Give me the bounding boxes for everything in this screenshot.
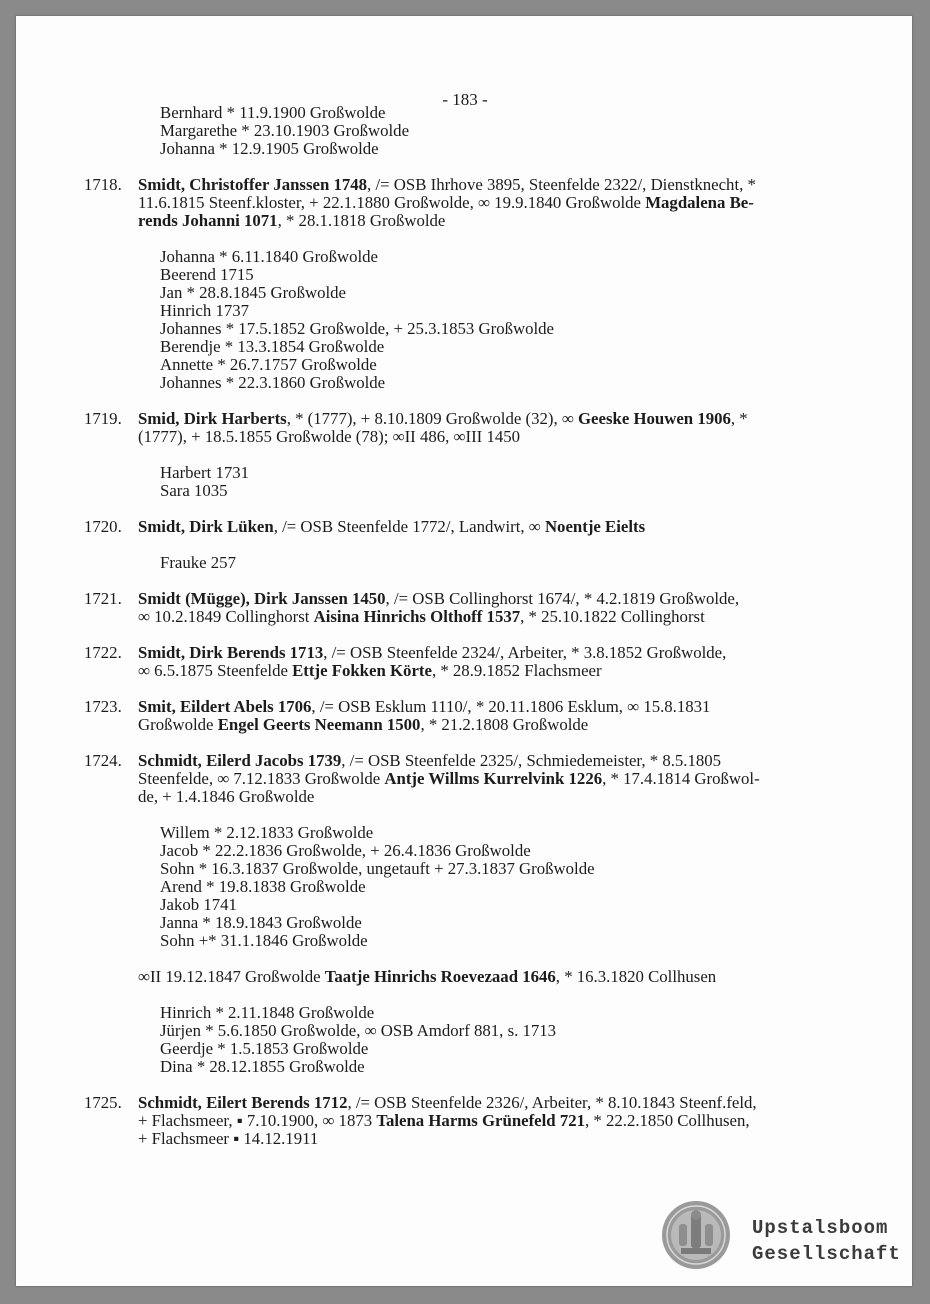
entry-text-line [160,302,249,320]
entry-text-line [160,356,377,374]
entry-text-line [160,914,362,932]
person-name: Ettje Fokken Körte [292,661,432,680]
brand-line-2: Gesellschaft [752,1243,901,1265]
person-name: Aisina Hinrichs Olthoff 1537 [313,607,521,626]
entry-text-line [160,140,379,158]
text-run: Jan * 28.8.1845 Großwolde [160,283,346,302]
text-run: + Flachsmeer ▪ 14.12.1911 [138,1129,319,1148]
text-run: Johannes * 17.5.1852 Großwolde, + 25.3.1853 Großwolde [160,319,554,338]
entry-text-line [160,1022,556,1040]
text-run: 1722. [84,643,122,662]
text-run: Steenfelde, ∞ 7.12.1833 Großwolde [138,769,385,788]
entry-text-line [160,320,554,338]
entry-text-line [138,716,588,734]
text-run: 1720. [84,517,122,536]
text-run: Bernhard * 11.9.1900 Großwolde [160,103,386,122]
entry-text-line [138,194,754,212]
person-name: Smidt, Dirk Lüken [138,517,274,536]
person-name: Noentje Eielts [544,517,646,536]
text-run: , * 28.9.1852 Flachsmeer [431,661,602,680]
text-run: , /= OSB Collinghorst 1674/, * 4.2.1819 Großwolde, [385,589,740,608]
entry-text-line [138,1094,757,1112]
entry-number [84,1094,122,1112]
entry-number [84,752,122,770]
text-run: , * (1777), + 8.10.1809 Großwolde (32), ∞ [286,409,578,428]
text-run: Beerend 1715 [160,265,254,284]
text-run: , * 21.2.1808 Großwolde [420,715,589,734]
entry-text-line [138,968,716,986]
text-run: 1718. [84,175,122,194]
text-run: Annette * 26.7.1757 Großwolde [160,355,377,374]
entry-text-line [138,590,739,608]
entry-text-line [160,248,378,266]
text-run: + Flachsmeer, ▪ 7.10.1900, ∞ 1873 [138,1111,377,1130]
entry-text-line [138,176,756,194]
text-run: Jürjen * 5.6.1850 Großwolde, ∞ OSB Amdorf 881, s. 1713 [160,1021,557,1040]
entry-text-line [160,374,385,392]
text-run: 1724. [84,751,122,770]
text-run: , /= OSB Steenfelde 1772/, Landwirt, ∞ [273,517,545,536]
text-run: Harbert 1731 [160,463,250,482]
text-run: , /= OSB Steenfelde 2325/, Schmiedemeister, * 8.5.1805 [341,751,722,770]
text-run: , /= OSB Steenfelde 2324/, Arbeiter, * 3.8.1852 Großwolde, [323,643,727,662]
entry-text-line [138,410,748,428]
entry-text-line [138,428,520,446]
entry-text-line [138,212,445,230]
entry-text-line [138,518,645,536]
text-run: Johannes * 22.3.1860 Großwolde [160,373,386,392]
text-run: ∞ 6.5.1875 Steenfelde [138,661,293,680]
entry-text-line [160,896,237,914]
person-name: Talena Harms Grünefeld 721 [376,1111,585,1130]
text-run: , * 22.2.1850 Collhusen, [585,1111,750,1130]
person-name: Smit, Eildert Abels 1706 [138,697,312,716]
person-name: Antje Willms Kurrelvink 1226 [384,769,603,788]
text-run: Großwolde [138,715,218,734]
text-run: Sohn * 16.3.1837 Großwolde, ungetauft + 27.3.1837 Großwolde [160,859,595,878]
person-name: Magdalena Be- [645,193,754,212]
text-run: 1721. [84,589,122,608]
entry-text-line [160,122,409,140]
entry-text-line [160,860,595,878]
text-run: , * 25.10.1822 Collinghorst [520,607,705,626]
entry-text-line [160,824,373,842]
person-name: rends Johanni 1071 [138,211,278,230]
text-run: Dina * 28.12.1855 Großwolde [160,1057,365,1076]
page-number: - 183 - [442,90,488,109]
text-run: , * 16.3.1820 Collhusen [555,967,717,986]
entry-text-line [138,662,602,680]
text-run: 11.6.1815 Steenf.kloster, + 22.1.1880 Großwolde, ∞ 19.9.1840 Großwolde [138,193,646,212]
person-name: Smidt, Dirk Berends 1713 [138,643,324,662]
text-run: Hinrich 1737 [160,301,250,320]
entry-text-line [160,284,346,302]
entry-text-line [160,464,249,482]
text-run: , /= OSB Esklum 1110/, * 20.11.1806 Esklum, ∞ 15.8.1831 [311,697,711,716]
person-name: Engel Geerts Neemann 1500 [217,715,421,734]
entry-number [84,590,122,608]
entry-text-line [160,932,368,950]
text-run: Jakob 1741 [160,895,237,914]
text-run: , * [730,409,748,428]
text-run: , /= OSB Ihrhove 3895, Steenfelde 2322/, Dienstknecht, * [367,175,756,194]
person-name: Geeske Houwen 1906 [578,409,731,428]
entry-text-line [160,842,531,860]
entry-number [84,644,122,662]
entry-text-line [160,482,228,500]
text-run: Geerdje * 1.5.1853 Großwolde [160,1039,369,1058]
entry-text-line [160,338,384,356]
entry-text-line [138,644,726,662]
text-run: Sara 1035 [160,481,228,500]
entry-text-line [138,1112,750,1130]
brand-line-1: Upstalsboom [752,1217,889,1239]
text-run: ∞ 10.2.1849 Collinghorst [138,607,314,626]
text-run: Willem * 2.12.1833 Großwolde [160,823,374,842]
entry-text-line [160,1040,368,1058]
person-name: Smidt (Mügge), Dirk Janssen 1450 [138,589,386,608]
text-run: Janna * 18.9.1843 Großwolde [160,913,362,932]
text-run: Jacob * 22.2.1836 Großwolde, + 26.4.1836 Großwolde [160,841,531,860]
person-name: Taatje Hinrichs Roevezaad 1646 [324,967,556,986]
text-run: , * 17.4.1814 Großwol- [602,769,760,788]
entry-text-line [138,1130,318,1148]
person-name: Smid, Dirk Harberts [138,409,287,428]
entry-text-line [138,752,721,770]
text-run: Johanna * 12.9.1905 Großwolde [160,139,379,158]
entry-number [84,410,122,428]
entry-text-line [138,608,705,626]
entry-text-line [160,554,236,572]
text-run: 1725. [84,1093,122,1112]
text-run: 1719. [84,409,122,428]
text-run: (1777), + 18.5.1855 Großwolde (78); ∞II 486, ∞III 1450 [138,427,521,446]
person-name: Schmidt, Eilert Berends 1712 [138,1093,348,1112]
entry-text-line [160,878,366,896]
entry-number [84,518,122,536]
person-name: Schmidt, Eilerd Jacobs 1739 [138,751,342,770]
text-run: Hinrich * 2.11.1848 Großwolde [160,1003,375,1022]
entry-text-line [138,770,760,788]
entry-text-line [138,698,710,716]
text-run: Arend * 19.8.1838 Großwolde [160,877,366,896]
text-run: 1723. [84,697,122,716]
entry-text-line [160,1004,374,1022]
entry-text-line [160,104,385,122]
text-run: Johanna * 6.11.1840 Großwolde [160,247,378,266]
text-run: Margarethe * 23.10.1903 Großwolde [160,121,410,140]
text-run: Sohn +* 31.1.1846 Großwolde [160,931,368,950]
society-seal-icon [661,1200,731,1270]
entry-text-line [160,1058,365,1076]
entry-number [84,698,122,716]
entry-text-line [160,266,254,284]
text-run: ∞II 19.12.1847 Großwolde [138,967,325,986]
text-run: de, + 1.4.1846 Großwolde [138,787,315,806]
text-run: Berendje * 13.3.1854 Großwolde [160,337,385,356]
text-run: Frauke 257 [160,553,236,572]
entry-number [84,176,122,194]
text-run: , /= OSB Steenfelde 2326/, Arbeiter, * 8.10.1843 Steenf.feld, [347,1093,757,1112]
person-name: Smidt, Christoffer Janssen 1748 [138,175,368,194]
text-run: , * 28.1.1818 Großwolde [277,211,446,230]
entry-text-line [138,788,314,806]
